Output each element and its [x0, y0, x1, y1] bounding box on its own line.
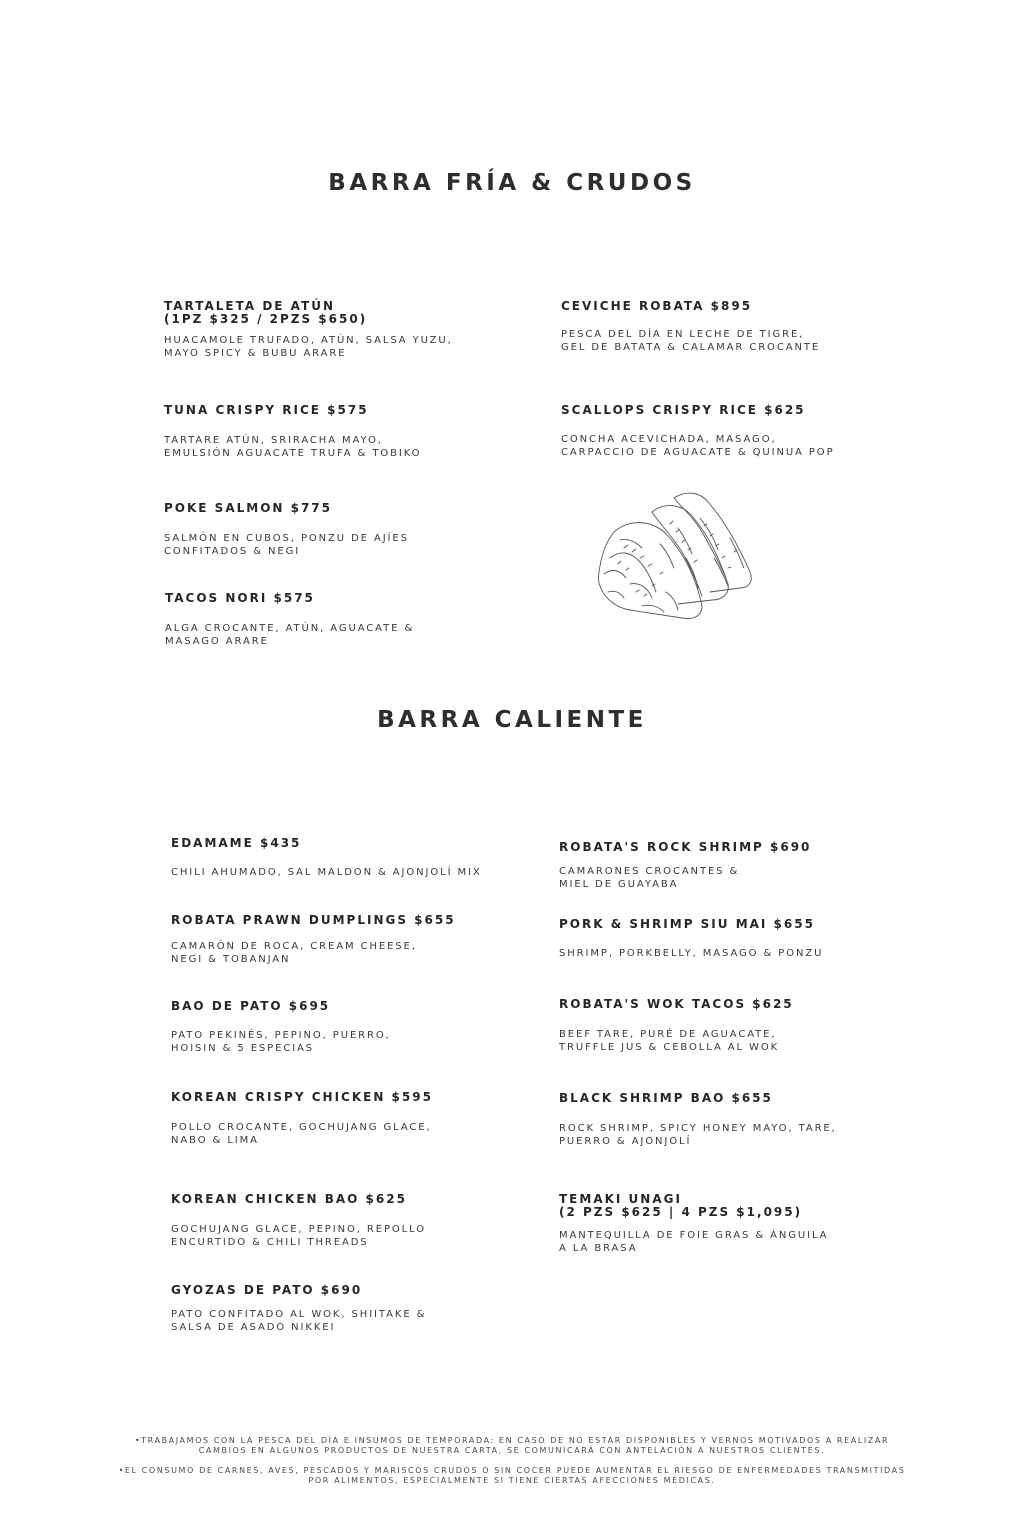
- tacos-sketch-icon: [590, 488, 765, 623]
- item-description: MANTEQUILLA DE FOIE GRAS & ÁNGUILA A LA BRASA: [559, 1230, 829, 1254]
- menu-item-rock-shrimp: [559, 841, 919, 891]
- item-name: BLACK SHRIMP BAO $655: [559, 1091, 773, 1105]
- item-name: TEMAKI UNAGI (2 PZS $625 | 4 PZS $1,095): [559, 1192, 803, 1219]
- menu-item-edamame: [171, 837, 531, 879]
- menu-item-siu-mai: [559, 918, 919, 960]
- footer-note-health-warning: •EL CONSUMO DE CARNES, AVES, PESCADOS Y MARISCOS CRUDOS O SIN COCER PUEDE AUMENTAR EL RIESGO DE ENFERMEDADES TRANSMITIDAS POR ALIMENTOS, ESPECIALMENTE SI TIENE CIERTAS AFECCIONES MÉDICAS.: [118, 1466, 906, 1485]
- menu-item-tacos-nori: [165, 592, 525, 648]
- item-name: ROBATA'S WOK TACOS $625: [559, 997, 794, 1011]
- menu-item-ceviche: [561, 300, 921, 354]
- item-description: SALMÓN EN CUBOS, PONZU DE AJÍES CONFITADOS & NEGI: [164, 533, 409, 557]
- footer-note-seasonal: •TRABAJAMOS CON LA PESCA DEL DÍA E INSUMOS DE TEMPORADA: EN CASO DE NO ESTAR DISPONIBLES Y VERNOS MOTIVADOS A REALIZAR CAMBIOS EN ALGUNOS PRODUCTOS DE NUESTRA CARTA, SE COMUNICARÁ CON ANTELACIÓN A NUESTROS CLIENTES.: [134, 1436, 890, 1455]
- menu-item-bao-de-pato: [171, 1000, 531, 1055]
- item-description: SHRIMP, PORKBELLY, MASAGO & PONZU: [559, 948, 824, 959]
- item-name: TACOS NORI $575: [165, 591, 315, 605]
- item-description: CHILI AHUMADO, SAL MALDON & AJONJOLÍ MIX: [171, 867, 482, 878]
- menu-item-scallops: [561, 404, 921, 459]
- item-description: POLLO CROCANTE, GOCHUJANG GLACE, NABO & LIMA: [171, 1122, 432, 1146]
- menu-item-black-shrimp-bao: [559, 1092, 919, 1148]
- item-name: EDAMAME $435: [171, 836, 302, 850]
- item-name: TUNA CRISPY RICE $575: [164, 403, 369, 417]
- menu-item-poke-salmon: [164, 502, 524, 558]
- menu-item-temaki-unagi: [559, 1193, 919, 1255]
- item-name: KOREAN CRISPY CHICKEN $595: [171, 1090, 433, 1104]
- section-title-hot: BARRA CALIENTE: [377, 707, 647, 733]
- menu-item-wok-tacos: [559, 998, 919, 1054]
- item-description: CAMARÓN DE ROCA, CREAM CHEESE, NEGI & TOBANJAN: [171, 941, 417, 965]
- item-name: GYOZAS DE PATO $690: [171, 1283, 363, 1297]
- item-description: BEEF TARE, PURÉ DE AGUACATE, TRUFFLE JUS & CEBOLLA AL WOK: [559, 1029, 780, 1053]
- menu-item-prawn-dumplings: [171, 914, 531, 966]
- item-description: GOCHUJANG GLACE, PEPINO, REPOLLO ENCURTIDO & CHILI THREADS: [171, 1224, 426, 1248]
- item-name: CEVICHE ROBATA $895: [561, 299, 753, 313]
- item-name: ROBATA'S ROCK SHRIMP $690: [559, 840, 812, 854]
- item-name: PORK & SHRIMP SIU MAI $655: [559, 917, 815, 931]
- item-name: ROBATA PRAWN DUMPLINGS $655: [171, 913, 456, 927]
- item-description: PATO CONFITADO AL WOK, SHIITAKE & SALSA DE ASADO NIKKEI: [171, 1309, 427, 1333]
- item-description: ROCK SHRIMP, SPICY HONEY MAYO, TARE, PUERRO & AJONJOLÍ: [559, 1123, 837, 1147]
- menu-item-tuna-crispy-rice: [164, 404, 524, 460]
- menu-item-tartaleta: [164, 300, 524, 360]
- section-title-cold: BARRA FRÍA & CRUDOS: [328, 170, 696, 196]
- item-description: PATO PEKINÉS, PEPINO, PUERRO, HOISIN & 5 ESPECIAS: [171, 1030, 391, 1054]
- menu-item-korean-crispy-chicken: [171, 1091, 531, 1147]
- menu-item-gyozas-de-pato: [171, 1284, 531, 1334]
- item-description: CONCHA ACEVICHADA, MASAGO, CARPACCIO DE AGUACATE & QUINUA POP: [561, 434, 835, 458]
- item-name: POKE SALMON $775: [164, 501, 333, 515]
- item-name: SCALLOPS CRISPY RICE $625: [561, 403, 806, 417]
- item-name: BAO DE PATO $695: [171, 999, 331, 1013]
- item-description: TARTARE ATÚN, SRIRACHA MAYO, EMULSIÓN AGUACATE TRUFA & TOBIKO: [164, 435, 422, 459]
- item-description: CAMARONES CROCANTES & MIEL DE GUAYABA: [559, 866, 740, 890]
- item-description: ALGA CROCANTE, ATÚN, AGUACATE & MASAGO ARARE: [165, 623, 415, 647]
- item-name: KOREAN CHICKEN BAO $625: [171, 1192, 407, 1206]
- menu-item-korean-chicken-bao: [171, 1193, 531, 1249]
- item-name: TARTALETA DE ATÚN (1PZ $325 / 2PZS $650): [164, 299, 368, 326]
- item-description: PESCA DEL DÍA EN LECHE DE TIGRE, GEL DE BATATA & CALAMAR CROCANTE: [561, 329, 821, 353]
- item-description: HUACAMOLE TRUFADO, ATÚN, SALSA YUZU, MAYO SPICY & BUBU ARARE: [164, 335, 453, 359]
